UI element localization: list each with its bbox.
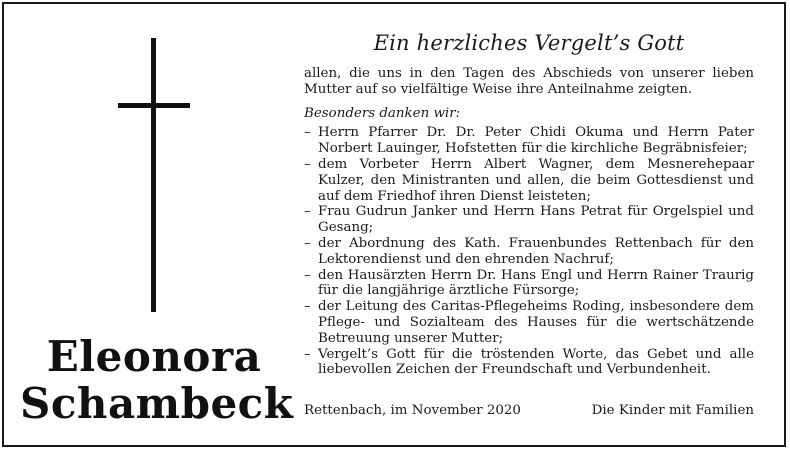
deceased-first-name: Eleonora <box>46 332 262 381</box>
thanks-item <box>304 157 754 204</box>
thanks-item-text: Herrn Pfarrer Dr. Dr. Peter Chidi Okuma und Herrn Pater Norbert Lauinger, Hofstetten für die kirchliche Begräbnisfeier; <box>318 125 754 157</box>
place-date: Rettenbach, im November 2020 <box>304 403 521 418</box>
thanks-item <box>304 299 754 346</box>
thanks-item-text: dem Vorbeter Herrn Albert Wagner, dem Mesnerehepaar Kulzer, den Ministranten und allen, die beim Gottesdienst und auf dem Friedhof ihren Dienst leisteten; <box>318 156 754 204</box>
dash-bullet: – <box>304 204 311 220</box>
thanks-item-text: der Leitung des Caritas-Pflegeheims Roding, insbesondere dem Pflege- und Sozialteam des Hauses für die wertschätzende Betreuung unserer Mutter; <box>318 299 754 346</box>
dash-bullet: – <box>304 125 311 141</box>
thanks-subhead: Besonders danken wir: <box>304 105 461 121</box>
dash-bullet: – <box>304 346 311 362</box>
thanks-item-text: Frau Gudrun Janker und Herrn Hans Petrat für Orgelspiel und Gesang; <box>318 204 754 236</box>
thanks-item-text: den Hausärzten Herrn Dr. Hans Engl und Herrn Rainer Traurig für die langjährige ärztliche Fürsorge; <box>318 267 754 299</box>
signature: Die Kinder mit Familien <box>591 403 754 418</box>
cross-horizontal-bar <box>118 103 190 108</box>
thanks-item-text: der Abordnung des Kath. Frauenbundes Rettenbach für den Lektorendienst und den ehrenden Nachruf; <box>318 235 754 267</box>
thanks-item <box>304 204 754 236</box>
thanks-list <box>304 125 754 378</box>
thanks-item <box>304 236 754 268</box>
notice-footer <box>304 403 754 419</box>
dash-bullet: – <box>304 267 311 283</box>
cross-vertical-bar <box>151 38 156 312</box>
dash-bullet: – <box>304 156 311 172</box>
notice-headline: Ein herzliches Vergelt’s Gott <box>373 31 685 55</box>
thanks-item <box>304 125 754 157</box>
thanks-item <box>304 268 754 300</box>
thanks-item <box>304 347 754 379</box>
notice-intro: allen, die uns in den Tagen des Abschieds von unserer lieben Mutter auf so vielfältige Weise ihre Anteilnahme zeigten. <box>304 66 754 97</box>
deceased-last-name: Schambeck <box>20 379 294 428</box>
dash-bullet: – <box>304 299 311 315</box>
dash-bullet: – <box>304 235 311 251</box>
notice-text-block <box>304 28 754 378</box>
thanks-item-text: Vergelt’s Gott für die tröstenden Worte, das Gebet und alle liebevollen Zeichen der Freundschaft und Verbundenheit. <box>318 346 754 378</box>
